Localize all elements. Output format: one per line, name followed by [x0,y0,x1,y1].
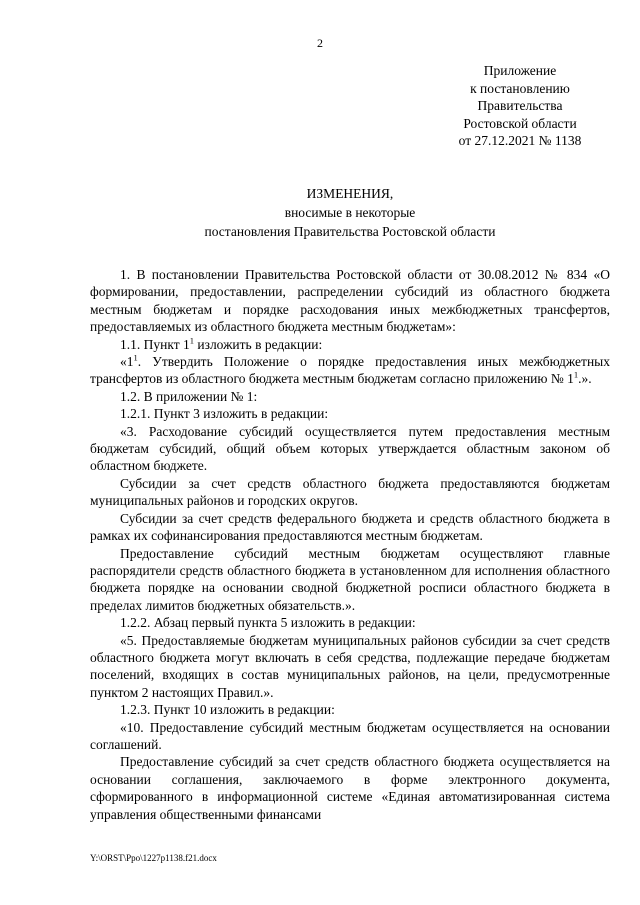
heading-subtitle: вносимые в некоторые [284,205,416,220]
paragraph: 1. В постановлении Правительства Ростовской области от 30.08.2012 № 834 «О формировании, предоставлении, распределении субсидий из областного бюджета местным бюджетам и порядке расходования иных межбюджетных трансфертов, предоставляемых из областного бюджета местным бюджетам»: [90,267,610,335]
document-body [90,266,610,823]
text: «1 [120,354,134,370]
heading-subtitle: постановления Правительства Ростовской области [204,224,496,239]
paragraph: «10. Предоставление субсидий местным бюджетам осуществляется на основании соглашений. [90,719,610,752]
heading-title: ИЗМЕНЕНИЯ, [306,186,394,201]
paragraph: Субсидии за счет средств федерального бюджета и средств областного бюджета в рамках их софинансирования предоставляются местным бюджетам. [90,510,610,544]
paragraph: 1.2.3. Пункт 10 изложить в редакции: [120,702,335,718]
appendix-line: к постановлению [470,80,570,96]
paragraph [90,336,610,353]
appendix-line: от 27.12.2021 № 1138 [458,133,582,148]
paragraph: «5. Предоставляемые бюджетам муниципальных районов субсидии за счет средств областного бюджета могут включать в себя средства, подлежащие передаче бюджетам поселений, входящих в состав муниципальных районов, на цели, предусмотренные пунктом 2 настоящих Правил.». [90,632,610,700]
text: . Утвердить Положение о порядке предоставления иных межбюджетных трансфертов из областного бюджета местным бюджетам согласно приложению № 1 [90,354,610,387]
page-number: 2 [317,36,323,50]
appendix-line: Правительства [477,98,563,113]
appendix-line: Приложение [483,63,557,78]
paragraph: Предоставление субсидий за счет средств областного бюджета осуществляется на основании соглашения, заключаемого в форме электронного документа, сформированного в информационной системе «Единая автоматизированная система управления общественными финансами [90,754,610,822]
document-heading [90,184,610,241]
superscript: 1 [573,369,579,380]
superscript: 1 [133,352,138,363]
paragraph: 1.2. В приложении № 1: [120,388,258,404]
paragraph: 1.2.1. Пункт 3 изложить в редакции: [120,406,329,422]
paragraph: 1.2.2. Абзац первый пункта 5 изложить в редакции: [120,615,416,631]
paragraph: Предоставление субсидий местным бюджетам осуществляют главные распорядители средств областного бюджета в установленном для исполнения областного бюджета порядке на основании сводной бюджетной росписи областного бюджета в пределах лимитов бюджетных обязательств.». [90,545,610,613]
paragraph: «3. Расходование субсидий осуществляется путем предоставления местным бюджетам субсидий, общий объем которых утверждается областным законом об областном бюджете. [90,423,610,474]
text: .». [578,371,592,387]
appendix-line: Ростовской области [463,115,577,131]
paragraph [90,353,610,388]
appendix-block [450,62,590,150]
paragraph: Субсидии за счет средств областного бюджета предоставляются бюджетам муниципальных районов и городских округов. [90,475,610,509]
footer-file-path: Y:\ORST\Ppo\1227p1138.f21.docx [90,853,217,863]
text: изложить в редакции: [194,336,323,352]
text: 1.1. Пункт 1 [120,336,190,352]
superscript: 1 [189,335,195,346]
